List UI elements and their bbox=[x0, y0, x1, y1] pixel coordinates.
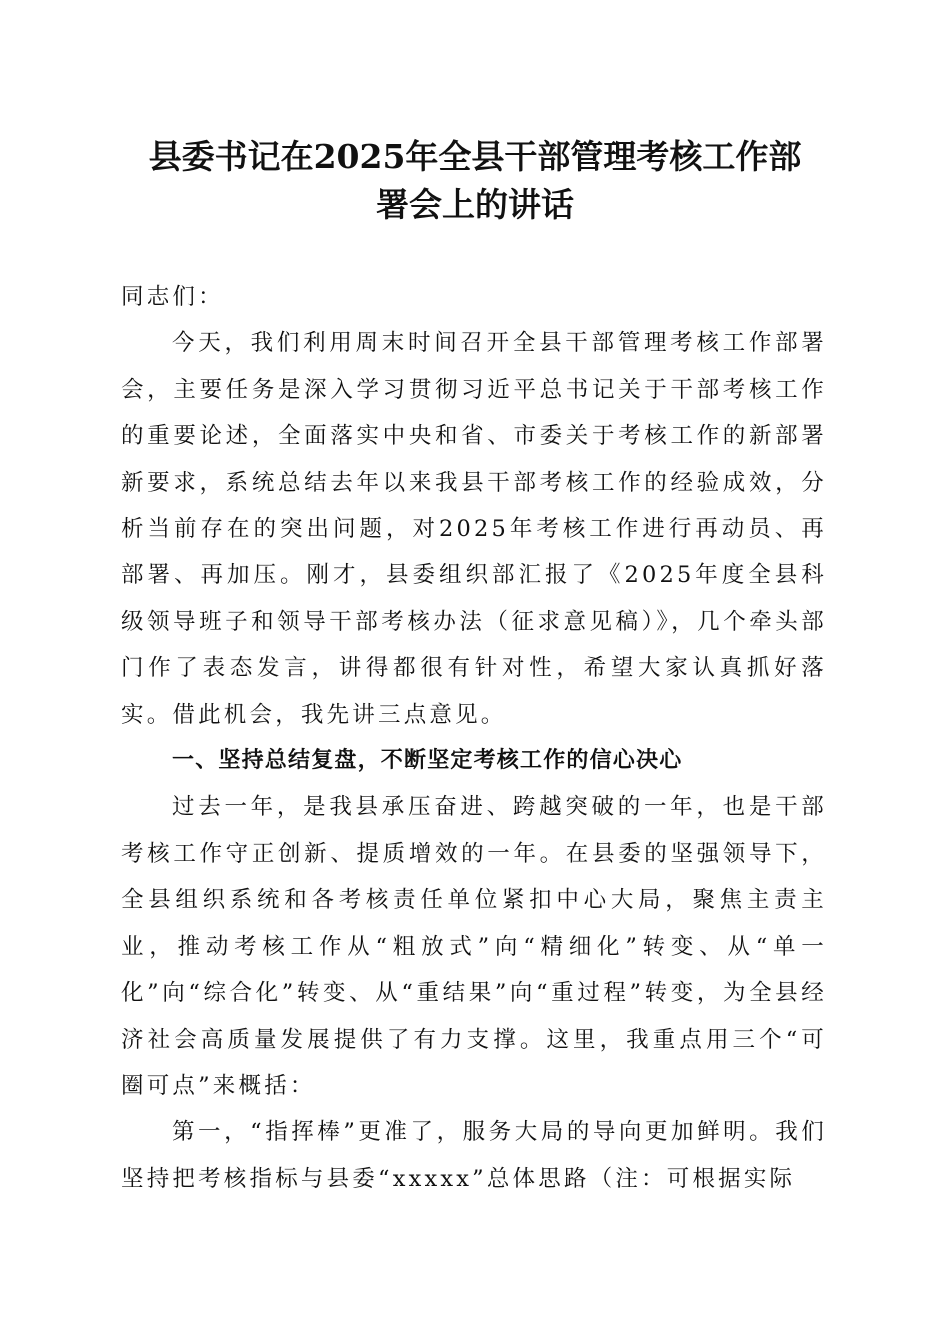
point-1-paragraph: 第一，“指挥棒”更准了，服务大局的导向更加鲜明。我们坚持把考核指标与县委“xxxxx”总体思路（注：可根据实际 bbox=[121, 1119, 827, 1192]
salutation: 同志们： bbox=[121, 284, 224, 310]
document-body bbox=[121, 274, 827, 1202]
section-1-paragraph: 过去一年，是我县承压奋进、跨越突破的一年，也是干部考核工作守正创新、提质增效的一年。在县委的坚强领导下，全县组织系统和各考核责任单位紧扣中心大局，聚焦主责主业，推动考核工作从“粗放式”向“精细化”转变、从“单一化”向“综合化”转变、从“重结果”向“重过程”转变，为全县经济社会高质量发展提供了有力支撑。这里，我重点用三个“可圈可点”来概括： bbox=[121, 794, 827, 1099]
document-title bbox=[100, 133, 850, 229]
title-line-1: 县委书记在2025年全县干部管理考核工作部 bbox=[148, 137, 802, 176]
opening-paragraph: 今天，我们利用周末时间召开全县干部管理考核工作部署会，主要任务是深入学习贯彻习近平总书记关于干部考核工作的重要论述，全面落实中央和省、市委关于考核工作的新部署新要求，系统总结去年以来我县干部考核工作的经验成效，分析当前存在的突出问题，对2025年考核工作进行再动员、再部署、再加压。刚才，县委组织部汇报了《2025年度全县科级领导班子和领导干部考核办法（征求意见稿）》，几个牵头部门作了表态发言，讲得都很有针对性，希望大家认真抓好落实。借此机会，我先讲三点意见。 bbox=[121, 330, 827, 728]
section-1-heading: 一、坚持总结复盘，不断坚定考核工作的信心决心 bbox=[172, 748, 683, 774]
title-line-2: 署会上的讲话 bbox=[376, 185, 574, 224]
